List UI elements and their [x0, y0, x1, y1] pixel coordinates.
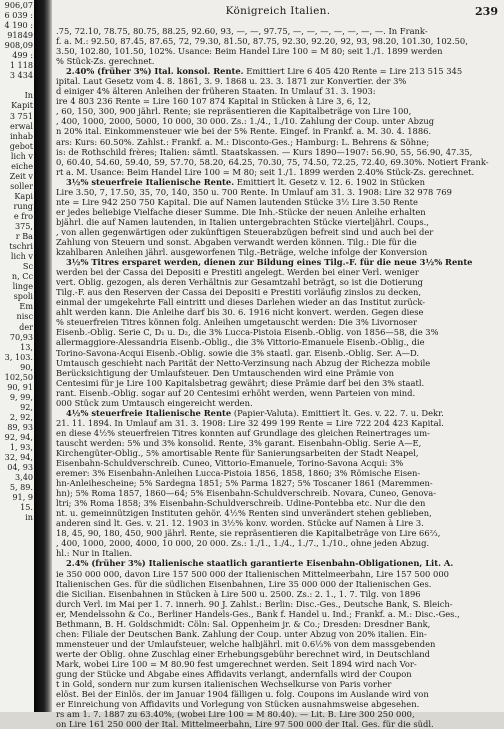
body-text-line: nt. u. gemeinnützigen Instituten gehör. 4½% Renten sind unverändert stehen geblieben, [56, 508, 432, 519]
facing-page-line: 908,09 [4, 40, 33, 51]
section-heading-lead: 3½% steuerfreie Italienische Rente. [66, 176, 235, 187]
body-text-line: eremer: 3% Eisenbahn-Anleihen Lucca-Pistoia 1856, 1858, 1860; 3% Römische Eisen- [56, 468, 421, 479]
body-text-line: Eisenb.-Oblig. Serie C, D₁ u. D₂, die 3% Lucca-Pistoia Eisenb.-Oblig. von 1856—58, die 3% [56, 327, 439, 338]
page-number: 239 [475, 5, 498, 18]
body-text-line: ire 4 803 236 Rente = Lire 160 107 874 Kapital in Stücken à Lire 3, 6, 12, [56, 96, 371, 107]
body-text-line: mmensteuer und der Umlaufsteuer, welche halbjährl. mit 0.6⅓% von dem massgebenden [56, 638, 436, 649]
facing-page-line: 4 190 : [4, 20, 33, 31]
body-text-line: allermaggiore-Alessandria Eisenb.-Oblig., die 3% Vittorio-Emanuele Eisenb.-Oblig., die [56, 337, 425, 348]
body-text-line: is: de Rothschild frères; Italien: sämtl. Staatskassen. — Kurs 1890—1907: 56.90, 55, 56.90, 47.35, [56, 146, 473, 157]
body-text-line: tauscht werden: 5% und 3% konsolid. Rente, 3% garant. Eisenbahn-Oblig. Serie A—E, [56, 437, 422, 448]
body-text-line: % steuerfreien Titres können folg. Anleihen umgetauscht werden: Die 3% Livornoser [56, 317, 417, 328]
body-text-line: .75, 72.10, 78.75, 80.75, 88.25, 92.60, 93, —, —, 97.75, —, —, —, —, —, —, —. In Frank- [56, 26, 428, 36]
facing-page-line: 375, [14, 221, 33, 232]
body-text-line: hn); 5% Roma 1857, 1860—64; 5% Eisenbahn-Schuldverschreib. Novara, Cuneo, Genova- [56, 488, 437, 499]
facing-page-line: Sc [22, 261, 33, 272]
body-text-line: , von allen gegenwärtigen oder zukünftigen Steuerabzügen befreit sind und auch bei der [56, 226, 434, 237]
facing-page-line: 102,50 [4, 371, 33, 382]
body-text-line: einmal der umgekehrte Fall eintritt und dieses Darlehen wieder an das Institut zurück- [56, 297, 426, 308]
body-text-line: Eisenbahn-Schuldverschreib. Cuneo, Vittorio-Emanuele, Torino-Savona Acqui: 3% [56, 458, 404, 469]
book-page [52, 0, 504, 729]
facing-page-line: 1 118 [9, 60, 33, 71]
facing-page-line: eiche [11, 160, 33, 171]
body-text-line: nte = Lire 942 250 750 Kapital. Die auf Namen lautenden Stücke 3½ Lire 3.50 Rente [56, 196, 418, 207]
facing-page-line: rung [13, 200, 33, 211]
facing-page-line: 3 434 [9, 70, 33, 81]
body-text-line: rt a. M. Usance: Beim Handel Lire 100 = M 80; seit 1./1. 1899 werden 2.40% Stück-Zs. gerechnet. [56, 166, 475, 177]
body-text-line: Centesimi für je Lire 100 Kapitalsbetrag gewährt; diese Prämie darf bei den 3% staatl. [56, 377, 425, 388]
body-text-line: Mark, wobei Lire 100 = M 80.90 fest umgerechnet werden. Seit 1894 wird nach Vor- [56, 658, 417, 669]
facing-page-line: n, Cc [11, 271, 33, 282]
body-text-line: d einiger 4% älteren Anleihen der früheren Staaten. In Umlauf 31. 3. 1903: [56, 86, 376, 97]
facing-page-line: 15. [20, 502, 33, 513]
facing-page-line: 3,40 [14, 472, 33, 483]
facing-page-line: in [25, 512, 33, 523]
body-text-line: er Einreichung von Affidavits und Vorlegung von Stücken ausnahmsweise abgesehen. [56, 699, 420, 710]
body-text-line: , 400, 1000, 2000, 4000, 10 000, 20 000. Zs.: 1./1., 1./4., 1./7., 1./10., ohne jeden Abzug. [56, 538, 430, 549]
facing-page-edge [0, 0, 34, 712]
body-text-line: on Lire 161 250 000 der Ital. Mittelmeerbahn, Lire 97 500 000 der Ital. Ges. für die südl. [56, 719, 434, 729]
section-heading-lead: 2.4% (früher 3%) Italienische staatlich garantierte Eisenbahn-Obligationen, Lit. A. [66, 558, 454, 569]
body-text-line: Kirchengüter-Oblig., 5% amortisable Rente für Sanierungsarbeiten der Stadt Neapel, [56, 447, 419, 458]
section-heading-lead: 4½% steuerfreie Italienische Rente [66, 407, 232, 418]
facing-page-line: 13, [20, 341, 33, 352]
body-text-line: werden bei der Cassa dei Depositi e Prestiti angelegt. Werden bei einer Verl. weniger [56, 267, 419, 278]
body-text-line: Lire 3.50, 7, 17.50, 35, 70, 140, 350 u. 700 Rente. In Umlauf am 31. 3. 1908: Lire 32 978 769 [56, 186, 452, 197]
facing-page-line: lich v [10, 150, 33, 161]
body-text-line: kzahlbaren Anleihen jährl. ausgeworfenen Tilg.-Beträge, welche infolge der Konversion [56, 247, 428, 258]
body-text-line: ipital. Laut Gesetz vom 4. 8. 1861, 3. 9. 1868 u. 23. 3. 1871 zur Konvertier. der 3% [56, 76, 407, 87]
facing-page-line: gebot [9, 140, 33, 151]
body-text-line: durch Verl. im Mai per 1. 7. innerh. 90 J. Zahlst.: Berlin: Disc.-Ges., Deutsche Bank, S. Bleich- [56, 598, 453, 609]
facing-page-line: 5, 89. [9, 482, 33, 493]
body-text-line: hl.: Nur in Italien. [56, 548, 133, 559]
facing-page-line: 32, 94, [4, 452, 33, 463]
facing-page-line: spoli [13, 291, 33, 302]
facing-page-line: 92, 94, [4, 432, 33, 443]
body-text-line: bjährl. die auf Namen lautenden, in Italien untergebrachten Stücke vierteljährl. Coups., [56, 216, 429, 227]
facing-page-line: der [19, 321, 33, 332]
body-text-line: 21. 11. 1894. In Umlauf am 31. 3. 1908: Lire 32 499 199 Rente = Lire 722 204 423 Kapital. [56, 417, 444, 428]
facing-page-line: Em [19, 301, 33, 312]
section-heading-line: 3½% steuerfreie Italienische Rente. Emittiert lt. Gesetz v. 12. 6. 1902 in Stücken [66, 176, 425, 187]
facing-page-line: 91, 9 [12, 492, 33, 503]
facing-page-line: 91849 [7, 30, 33, 41]
facing-page-line: linge [12, 281, 33, 292]
body-text-line: Tilg.-F. aus den Reserven der Cassa dei Depositi e Prestiti vorläufig zinslos zu decken, [56, 287, 422, 298]
facing-page-line: Kapi [14, 190, 33, 201]
body-text-line: Italienischen Ges. für die südlichen Eisenbahnen, Lire 35 000 000 der Italienischen Ges. [56, 578, 432, 589]
facing-page-line: 89, 93 [7, 421, 33, 432]
body-text-line: rant. Eisenb.-Oblig. sogar auf 20 Centesimi erhöht werden, wenn Parteien von mind. [56, 387, 416, 398]
body-text-line: er jedes beliebige Vielfache dieser Summe. Die Inh.-Stücke der neuen Anleihe erhalten [56, 206, 426, 217]
facing-page-line: lich v [10, 251, 33, 262]
body-text-line: hn-Anleihescheine; 5% Sardegna 1851; 5% Parma 1827; 5% Toscaner 1861 (Maremmen- [56, 478, 433, 489]
facing-page-line: 90, 91 [7, 381, 33, 392]
section-heading-line [56, 558, 500, 568]
facing-page-line: r Ba [15, 231, 33, 242]
body-text-line: 000 Stück zum Umtausch eingereicht werden. [56, 397, 253, 408]
body-text-line: werte der Oblig. ohne Zuschlag einer Erhebungsgebühr berechnet wird, in Deutschland [56, 648, 431, 659]
section-heading-line: 2.40% (früher 3%) Ital. konsol. Rente. Emittiert Lire 6 405 420 Rente = Lire 213 515 345 [66, 66, 463, 77]
body-text-line: die Sicilian. Eisenbahnen in Stücken à Lire 500 u. 2500. Zs.: 2. 1., 1. 7. Tilg. von 1896 [56, 588, 421, 599]
facing-page-line: nisc [16, 311, 33, 322]
body-text-line: , 400, 1000, 2000, 5000, 10 000, 30 000. Zs.: 1./4., 1./10. Zahlung der Coup. unter Abzug [56, 116, 435, 127]
body-text-line: Torino-Savona-Acqui Eisenb.-Oblig. sowie die 3% staatl. gar. Eisenb.-Oblig. Ser. A—D. [56, 347, 420, 358]
body-text-line: ars: Kurs: 60.50%. Zahlst.: Frankf. a. M.: Disconto-Ges.; Hamburg: L. Behrens & Söhne; [56, 136, 430, 147]
body-text-line: f. a. M.: 92.50, 87.45, 87.65, 72, 79.30, 81.50, 87.75, 92.30, 92.20, 92, 93, 98.20, 101.30, 102.50, [56, 36, 468, 47]
facing-page-line: tschri [9, 241, 33, 252]
body-text-line: elöst. Bei der Einlös. der im Januar 1904 fälligen u. folg. Coupons im Auslande wird von [56, 689, 429, 700]
facing-page-line: 6 039 : [4, 10, 33, 21]
body-text-line: anderen sind lt. Ges. v. 21. 12. 1903 in 3½% konv. worden. Stücke auf Namen à Lire 3. [56, 518, 424, 529]
body-text-line: % Stück-Zs. gerechnet. [56, 56, 155, 67]
body-text-line: ahlt werden kann. Die Anleihe darf bis 30. 6. 1916 nicht konvert. werden. Gegen diese [56, 307, 424, 318]
facing-page-line: inhab [9, 130, 33, 141]
facing-page-line: 1, 93, [9, 442, 33, 453]
body-text-line: Berücksichtigung der Umlaufsteuer. Den Umtauschenden wird eine Prämie von [56, 367, 394, 378]
body-text-line: rs am 1. 7. 1887 zu 63.40%, (wobei Lire 100 = M 80.40). — Lit. B. Lire 300 250 000, [56, 709, 415, 720]
facing-page-line: 70,93 [9, 331, 33, 342]
facing-page-line: 499 : [12, 50, 33, 61]
body-text-line: t in Gold, sondern nur zum kursen italienischen Wechselkurse von Paris vorher [56, 679, 392, 690]
section-heading-line: 4½% steuerfreie Italienische Rente (Papier-Valuta). Emittiert lt. Ges. v. 22. 7. u. Dekr. [66, 407, 444, 418]
body-text-line: en diese 4½% steuerfreien Titres konnten auf Grundlage des gleichen Reinertrages um- [56, 427, 430, 438]
facing-page-line: 2, 92, [9, 411, 33, 422]
facing-page-line: 906,07 [4, 0, 33, 10]
running-title: Königreich Italien. [225, 5, 331, 17]
facing-page-line [0, 80, 34, 90]
body-text-line: gung der Stücke und Abgabe eines Affidavits verlangt, andernfalls wird der Coupon [56, 669, 412, 679]
body-text-line: Umtausch geschieht nach Parität der Netto-Verzinsung nach Abzug der Richezza mobile [56, 357, 431, 368]
section-heading-line [56, 257, 500, 267]
book-gutter [34, 0, 52, 712]
body-text-line: 0, 60.40, 54.60, 59.40, 59, 57.70, 58.20, 64.25, 70.30, 75, 74.50, 72.25, 72.40, 69.30%. Notiert Frank- [56, 156, 489, 167]
facing-page-line: Kapit [11, 100, 33, 111]
facing-page-line: 9, 99, [9, 391, 33, 402]
body-text-line: ltri; 3% Roma 1858; 3% Eisenbahn-Schuldverschreib. Udine-Pontebba etc. Nur die den [56, 498, 426, 509]
page-body [56, 26, 500, 729]
facing-page-line: Zeit v [9, 170, 33, 181]
facing-page-line: 3 751 [9, 110, 33, 121]
facing-page-line: In [24, 90, 33, 101]
facing-page-line: erwal [9, 120, 33, 131]
body-text-line: Zahlung von Steuern und sonst. Abgaben verwandt werden können. Tilg.: Die für die [56, 236, 417, 247]
body-text-line: 3.50, 102.80, 101.50, 102%. Usance: Beim Handel Lire 100 = M 80; seit 1./1. 1899 werden [56, 46, 443, 57]
facing-page-line: 92, [20, 401, 33, 412]
section-heading-lead: 3½% Titres ersparet werden, dienen zur Bildung eines Tilg.-F. für die neue 3½% Rente [66, 257, 473, 268]
body-text-line: vert. Oblig. gezogen, als deren Verhältnis zur Gesamtzahl beträgt, so ist die Dotierung [56, 277, 423, 288]
facing-page-line: e fro [13, 210, 33, 221]
body-text-line: ie 350 000 000, davon Lire 157 500 000 der Italienischen Mittelmeerbahn, Lire 157 500 000 [56, 568, 449, 579]
body-text-line: , 60, 150, 300, 900 jährl. Rente; sie repräsentieren die Kapitalbeträge von Lire 100, [56, 106, 412, 117]
facing-page-line: 90, [20, 361, 33, 372]
page-header [52, 5, 504, 21]
body-text-line: Bethmann, B. H. Goldschmidt: Cöln: Sal. Oppenheim jr. & Co.; Dresden: Dresdner Bank, [56, 618, 431, 629]
facing-page-line: 04, 93 [7, 462, 33, 473]
facing-page-line: 3, 103. [4, 351, 33, 362]
body-text-line: chen: Filiale der Deutschen Bank. Zahlung der Coup. unter Abzug von 20% italien. Ein- [56, 628, 427, 639]
body-text-line: 18, 45, 90, 180, 450, 900 jährl. Rente, sie repräsentieren die Kapitalbeträge von Lire 66⅔, [56, 528, 441, 539]
body-text-line: n 20% ital. Einkommensteuer wie bei der 5% Rente. Eingef. in Frankf. a. M. 30. 4. 1886. [56, 126, 432, 137]
body-text-line: er, Mendelssohn & Co., Berliner Handels-Ges., Bank f. Handel u. Ind.; Frankf. a. M.: Disc.-Ges., [56, 608, 460, 619]
facing-page-line: soller [10, 180, 33, 191]
section-heading-lead: 2.40% (früher 3%) Ital. konsol. Rente. [66, 66, 244, 77]
